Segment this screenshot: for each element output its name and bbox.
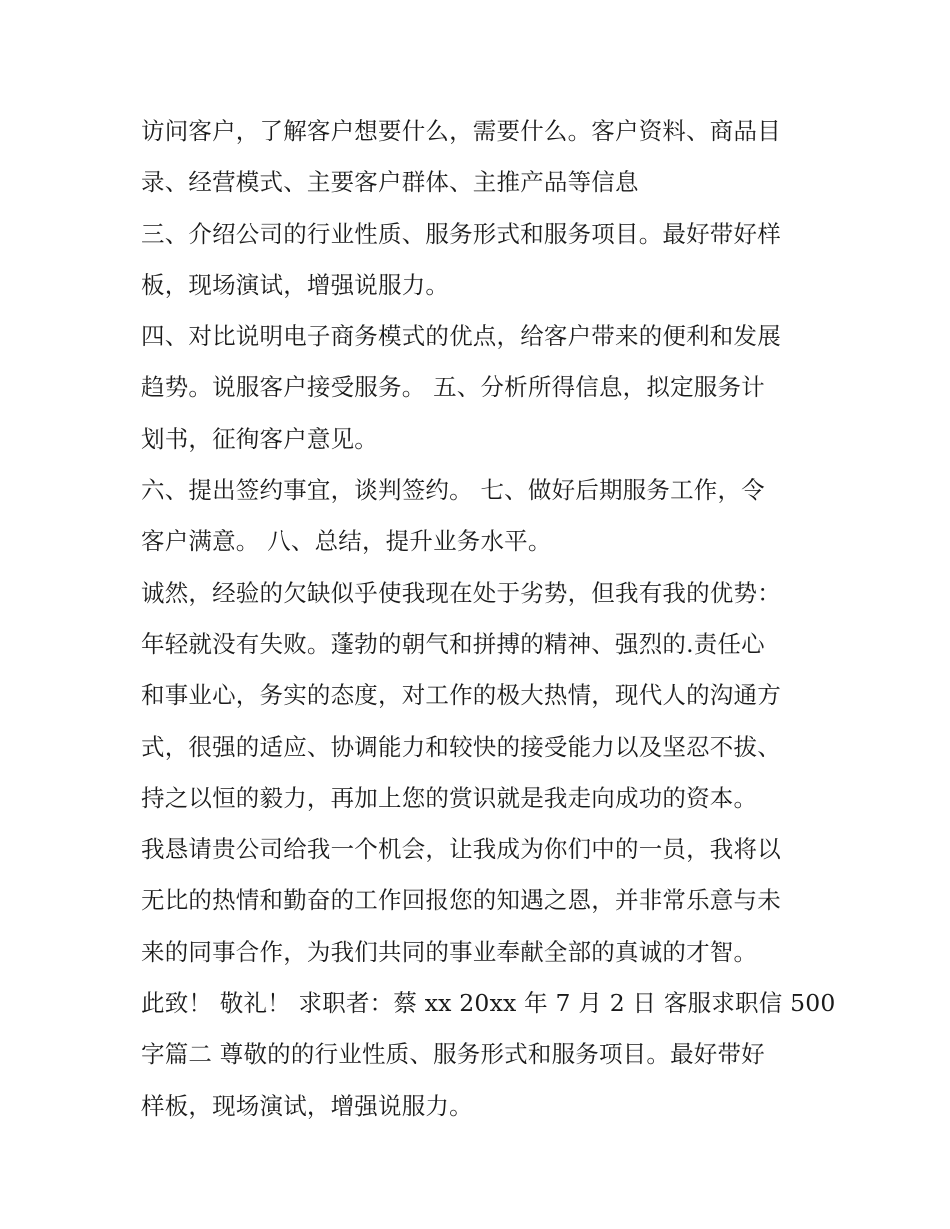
text-line: 访问客户，了解客户想要什么，需要什么。客户资料、商品目 (141, 117, 781, 145)
paragraph-strengths (141, 568, 821, 824)
text-line: 持之以恒的毅力，再加上您的赏识就是我走向成功的资本。 (141, 783, 758, 812)
text-line: 三、介绍公司的行业性质、服务形式和服务项目。最好带好样 (141, 219, 781, 248)
paragraph-step-six-eight (141, 465, 821, 568)
text-line: 来的同事合作，为我们共同的事业奉献全部的真诚的才智。 (141, 937, 758, 966)
text-line: 板，现场演试，增强说服力。 (141, 270, 450, 299)
text-line: 我恳请贵公司给我一个机会，让我成为你们中的一员，我将以 (141, 835, 781, 864)
document-body (141, 106, 836, 1132)
text-line: 六、提出签约事宜，谈判签约。 七、做好后期服务工作，令 (141, 476, 765, 505)
text-line: 式，很强的适应、协调能力和较快的接受能力以及坚忍不拔、 (141, 732, 781, 761)
paragraph-step-four-five (141, 311, 821, 465)
paragraph-closing (141, 978, 836, 1132)
text-line: 趋势。说服客户接受服务。 五、分析所得信息，拟定服务计 (141, 373, 765, 402)
text-line: 此致！ 敬礼！ 求职者：蔡 xx 20xx 年 7 月 2 日 客服求职信 500 (141, 989, 836, 1018)
text-line: 诚然，经验的欠缺似乎使我现在处于劣势，但我有我的优势： (141, 578, 781, 607)
paragraph-client-visit (141, 106, 821, 209)
text-line: 无比的热情和勤奋的工作回报您的知遇之恩，并非常乐意与未 (141, 886, 781, 915)
paragraph-step-three (141, 209, 821, 312)
text-line: 划书，征徇客户意见。 (141, 424, 378, 453)
text-line: 和事业心，务实的态度，对工作的极大热情，现代人的沟通方 (141, 681, 781, 710)
text-line: 客户满意。 八、总结，提升业务水平。 (141, 527, 552, 556)
text-line: 样板，现场演试，增强说服力。 (141, 1091, 473, 1120)
text-line: 年轻就没有失败。蓬勃的朝气和拼搏的精神、强烈的.责任心 (141, 629, 765, 658)
text-line: 录、经营模式、主要客户群体、主推产品等信息 (141, 168, 639, 197)
text-line: 字篇二 尊敬的的行业性质、服务形式和服务项目。最好带好 (141, 1040, 765, 1069)
text-line: 四、对比说明电子商务模式的优点，给客户带来的便利和发展 (141, 322, 781, 351)
paragraph-request (141, 824, 821, 978)
